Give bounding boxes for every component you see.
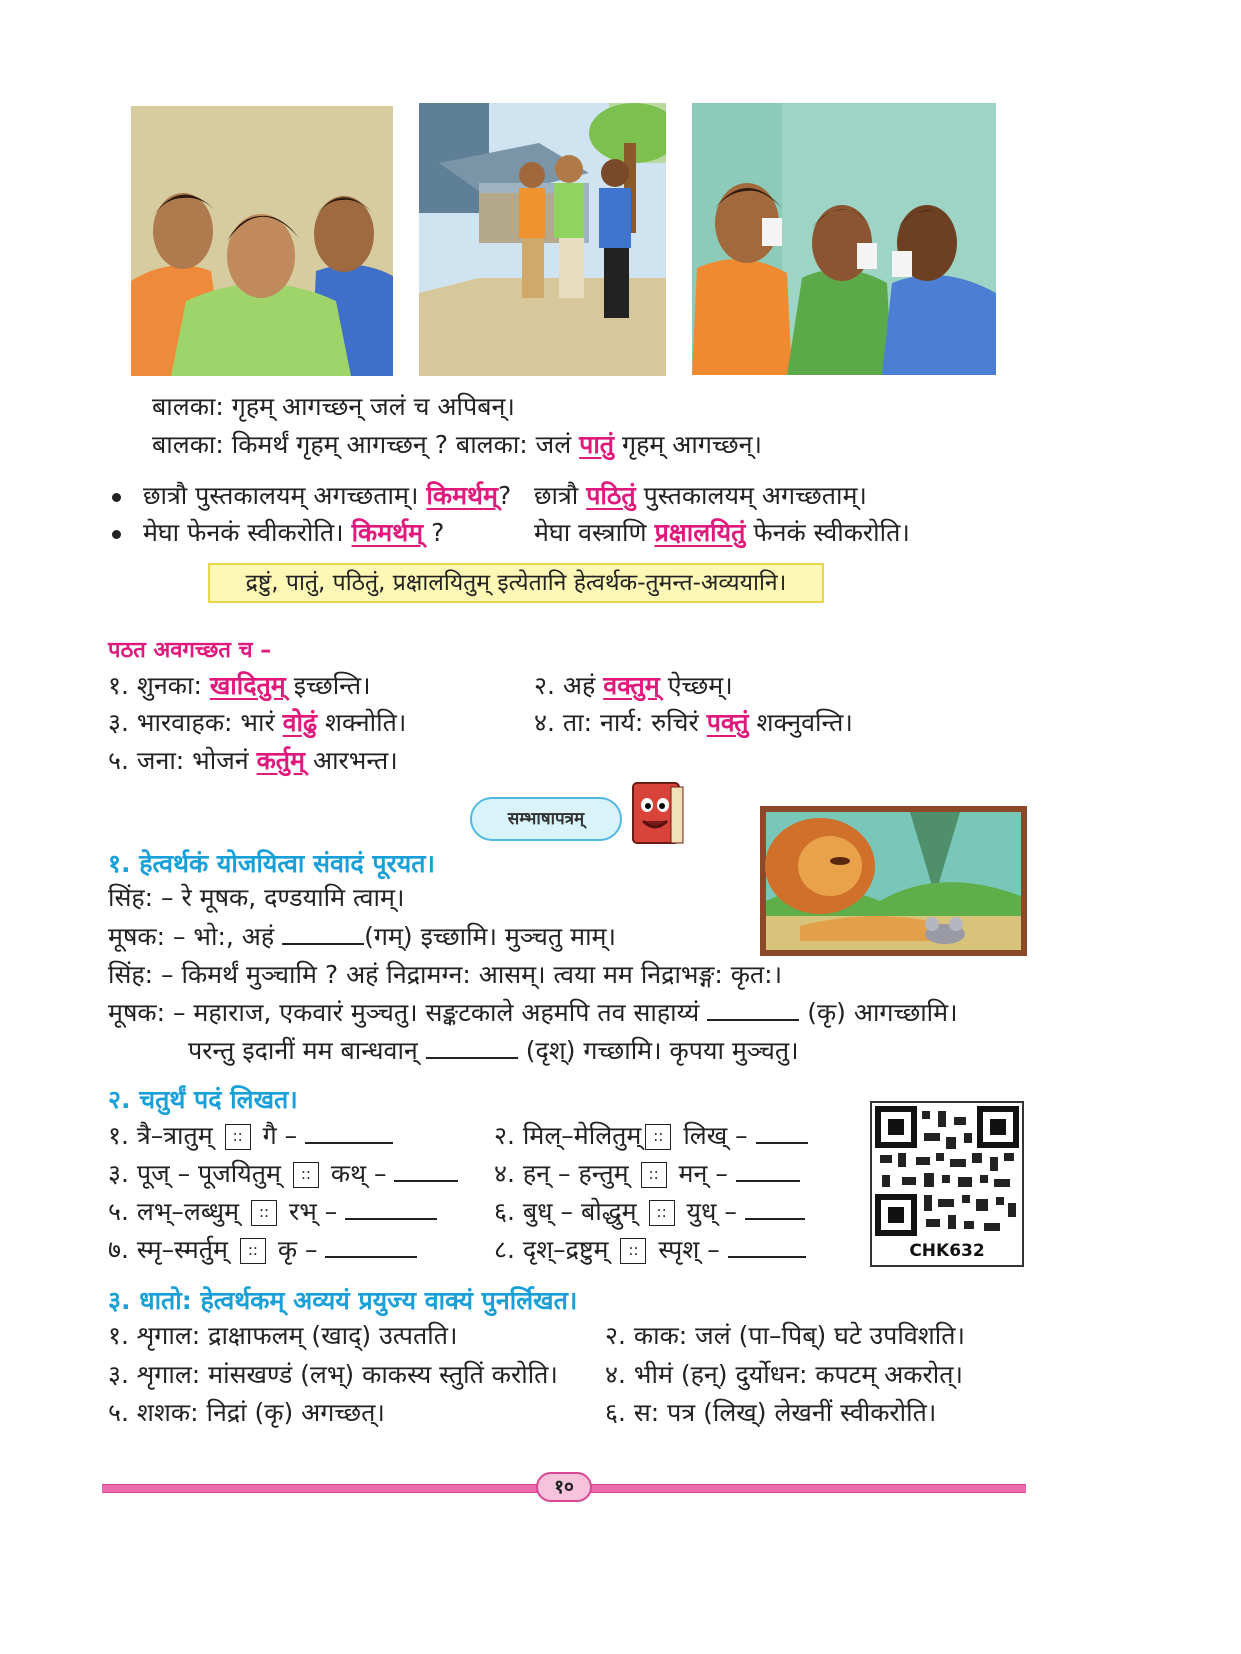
story-line-2-start: बालका: किमर्थं गृहम् आगच्छन् ? बालका: जलं: [152, 430, 572, 459]
dialog-text: (दृश्) गच्छामि। कृपया मुञ्चतु।: [525, 1036, 799, 1065]
item-text: शुनका:: [136, 671, 202, 700]
boys-standing-svg: [131, 106, 393, 376]
dialog-text: मूषक: – भो:, अहं: [108, 922, 275, 951]
item-number: १.: [108, 671, 129, 700]
illustration-three-boys: [131, 106, 393, 376]
item-text: अहं: [562, 671, 596, 700]
blank-field[interactable]: [736, 1160, 800, 1182]
page-number: १०: [554, 1476, 574, 1498]
illustration-lion-mouse: [760, 806, 1027, 956]
ex2-item-8: [494, 1234, 806, 1266]
item-text: कृ –: [277, 1235, 318, 1264]
highlight-word: खादितुम्: [209, 671, 286, 700]
ex2-item-2: [494, 1120, 808, 1152]
highlight-word: वोढुं: [282, 708, 318, 737]
item-text: दृश्–द्रष्टुम्: [522, 1235, 609, 1264]
item-text: आरभन्त।: [312, 746, 398, 775]
item-text: ऐच्छम्।: [667, 671, 733, 700]
item-number: ६.: [494, 1197, 515, 1226]
page-number-badge: [536, 1472, 592, 1502]
boys-drinking-svg: [692, 103, 996, 375]
story-line-2-end: गृहम् आगच्छन्।: [622, 430, 762, 459]
question-mark: ?: [431, 518, 445, 547]
item-text: हन् – हन्तुम्: [522, 1159, 629, 1188]
item-number: ७.: [108, 1235, 129, 1264]
highlight-word: कर्तुम्: [256, 746, 306, 775]
item-text: रभ् –: [288, 1197, 338, 1226]
item-text: पूज् – पूजयितुम्: [136, 1159, 281, 1188]
ex1-line-5: [188, 1035, 799, 1067]
highlight-patum: पातुं: [579, 430, 615, 459]
item-number: ८.: [494, 1235, 515, 1264]
ratio-separator: ::: [645, 1124, 671, 1150]
item-text: मन् –: [678, 1159, 728, 1188]
blank-field[interactable]: [394, 1160, 458, 1182]
ex3-item-5: ५. शशक: निद्रां (कृ) अगच्छत्।: [108, 1398, 385, 1427]
ex3-item-1: १. शृगाल: द्राक्षाफलम् (खाद्) उत्पतति।: [108, 1321, 458, 1350]
bullet-icon: [112, 493, 121, 502]
blank-field[interactable]: [345, 1198, 437, 1220]
ratio-separator: ::: [225, 1124, 251, 1150]
bullet-answer-start: छात्रौ: [534, 481, 579, 510]
ex3-item-6: ६. स: पत्र (लिख्) लेखनीं स्वीकरोति।: [605, 1398, 937, 1427]
ex3-item-3: ३. शृगाल: मांसखण्डं (लभ्) काकस्य स्तुतिं करोति।: [108, 1360, 558, 1389]
ex2-item-3: [108, 1158, 458, 1190]
item-number: २.: [494, 1121, 515, 1150]
ex3-item-4: ४. भीमं (हन्) दुर्योधन: कपटम् अकरोत्।: [605, 1360, 963, 1389]
bullet-question: छात्रौ पुस्तकालयम् अगच्छताम्।: [142, 481, 419, 510]
bullet-row-1: [112, 480, 511, 512]
blank-field[interactable]: [745, 1198, 805, 1220]
blank-field[interactable]: [756, 1122, 808, 1144]
dialog-text: (गम्) इच्छामि। मुञ्चतु माम्।: [364, 922, 616, 951]
ex2-item-7: [108, 1234, 417, 1266]
ex2-item-4: [494, 1158, 800, 1190]
item-text: लिख् –: [683, 1121, 748, 1150]
item-number: ३.: [108, 1159, 129, 1188]
ex2-item-6: [494, 1196, 805, 1228]
ratio-separator: ::: [641, 1162, 667, 1188]
item-text: ता: नार्य: रुचिरं: [562, 708, 699, 737]
ex1-line-4: [108, 997, 958, 1029]
illustration-boys-walking: [419, 103, 666, 376]
qr-code[interactable]: [870, 1101, 1024, 1267]
bullet-answer-start: मेघा वस्त्राणि: [534, 518, 647, 547]
item-text: इच्छन्ति।: [293, 671, 371, 700]
read-item-2: [534, 670, 733, 702]
blank-field[interactable]: [426, 1037, 518, 1059]
highlight-kimartham: किमर्थम्: [351, 518, 424, 547]
ex1-line-2: [108, 921, 616, 953]
highlight-kimartham: किमर्थम्: [426, 481, 498, 510]
qr-code-label: CHK632: [909, 1241, 985, 1261]
item-text: जना: भोजनं: [136, 746, 249, 775]
ex1-line-3: सिंह: – किमर्थं मुञ्चामि ? अहं निद्रामग्न: आसम्। त्वया मम निद्राभङ्ग: कृत:।: [108, 960, 783, 989]
dialog-text: (कृ) आगच्छामि।: [807, 998, 958, 1027]
story-line-1: बालका: गृहम् आगच्छन् जलं च अपिबन्।: [152, 392, 515, 421]
highlight-word: वक्तुम्: [603, 671, 660, 700]
read-item-1: [108, 670, 371, 702]
sambhasha-badge-label: सम्भाषापत्रम्: [507, 809, 585, 829]
note-box: [208, 563, 824, 603]
highlight-pathitum: पठितुं: [586, 481, 636, 510]
bullet-answer-end: फेनकं स्वीकरोति।: [753, 518, 910, 547]
bullet-row-2: [112, 517, 444, 549]
illustration-boys-drinking: [692, 103, 996, 375]
book-mascot-svg: [627, 779, 689, 849]
item-text: बुध् – बोद्धुम्: [522, 1197, 637, 1226]
bullet-answer-1: [534, 480, 867, 512]
boys-walking-svg: [419, 103, 666, 376]
sambhasha-badge: [470, 797, 622, 841]
ratio-separator: ::: [649, 1200, 675, 1226]
item-text: मिल्–मेलितुम्: [522, 1121, 642, 1150]
item-text: स्मृ–स्मर्तुम्: [136, 1235, 228, 1264]
item-number: ३.: [108, 708, 129, 737]
ex1-line-1: सिंह: – रे मूषक, दण्डयामि त्वाम्।: [108, 883, 405, 912]
item-text: स्पृश् –: [658, 1235, 720, 1264]
item-text: त्रै–त्रातुम्: [136, 1121, 213, 1150]
item-number: ५.: [108, 746, 129, 775]
qr-code-icon: [872, 1103, 1022, 1239]
dialog-text: परन्तु इदानीं मम बान्धवान्: [188, 1036, 418, 1065]
item-number: ५.: [108, 1197, 129, 1226]
exercise-1-heading: १. हेत्वर्थकं योजयित्वा संवादं पूरयत।: [108, 849, 435, 878]
blank-field[interactable]: [707, 999, 799, 1021]
book-mascot-icon: [627, 779, 689, 849]
bullet-answer-2: [534, 517, 910, 549]
ratio-separator: ::: [240, 1238, 266, 1264]
exercise-3-heading: ३. धातो: हेत्वर्थकम् अव्ययं प्रयुज्य वाक्यं पुनर्लिखत।: [108, 1286, 578, 1315]
question-mark: ?: [497, 481, 512, 510]
read-item-5: [108, 745, 398, 777]
bullet-icon: [112, 530, 121, 539]
exercise-2-heading: २. चतुर्थं पदं लिखत।: [108, 1085, 298, 1114]
highlight-word: पक्तुं: [706, 708, 749, 737]
item-text: शक्नुवन्ति।: [756, 708, 853, 737]
item-number: १.: [108, 1121, 129, 1150]
lion-mouse-svg: [760, 806, 1027, 956]
item-number: ४.: [494, 1159, 515, 1188]
note-box-text: द्रष्टुं, पातुं, पठितुं, प्रक्षालयितुम् इत्येतानि हेत्वर्थक-तुमन्त-अव्ययानि।: [245, 570, 787, 596]
blank-field[interactable]: [305, 1122, 393, 1144]
ratio-separator: ::: [620, 1238, 646, 1264]
item-text: कथ् –: [330, 1159, 387, 1188]
ratio-separator: ::: [293, 1162, 319, 1188]
ex2-item-5: [108, 1196, 437, 1228]
item-number: ४.: [534, 708, 555, 737]
ratio-separator: ::: [251, 1200, 277, 1226]
story-line-2: [152, 429, 762, 461]
ex2-item-1: [108, 1120, 393, 1152]
item-text: भारवाहक: भारं: [136, 708, 275, 737]
ex3-item-2: २. काक: जलं (पा–पिब्) घटे उपविशति।: [605, 1321, 965, 1350]
highlight-prakshalayitum: प्रक्षालयितुं: [654, 518, 746, 547]
item-number: २.: [534, 671, 555, 700]
item-text: युध् –: [686, 1197, 737, 1226]
read-section-heading: पठत अवगच्छत च –: [108, 638, 272, 663]
item-text: गै –: [262, 1121, 298, 1150]
item-text: लभ्–लब्धुम्: [136, 1197, 240, 1226]
blank-field[interactable]: [325, 1236, 417, 1258]
blank-field[interactable]: [728, 1236, 806, 1258]
item-text: शक्नोति।: [325, 708, 407, 737]
blank-field[interactable]: [282, 923, 364, 945]
read-item-3: [108, 707, 406, 739]
bullet-question: मेघा फेनकं स्वीकरोति।: [142, 518, 344, 547]
bullet-answer-end: पुस्तकालयम् अगच्छताम्।: [643, 481, 867, 510]
dialog-text: मूषक: – महाराज, एकवारं मुञ्चतु। सङ्कटकाले अहमपि तव साहाय्यं: [108, 998, 700, 1027]
read-item-4: [534, 707, 853, 739]
